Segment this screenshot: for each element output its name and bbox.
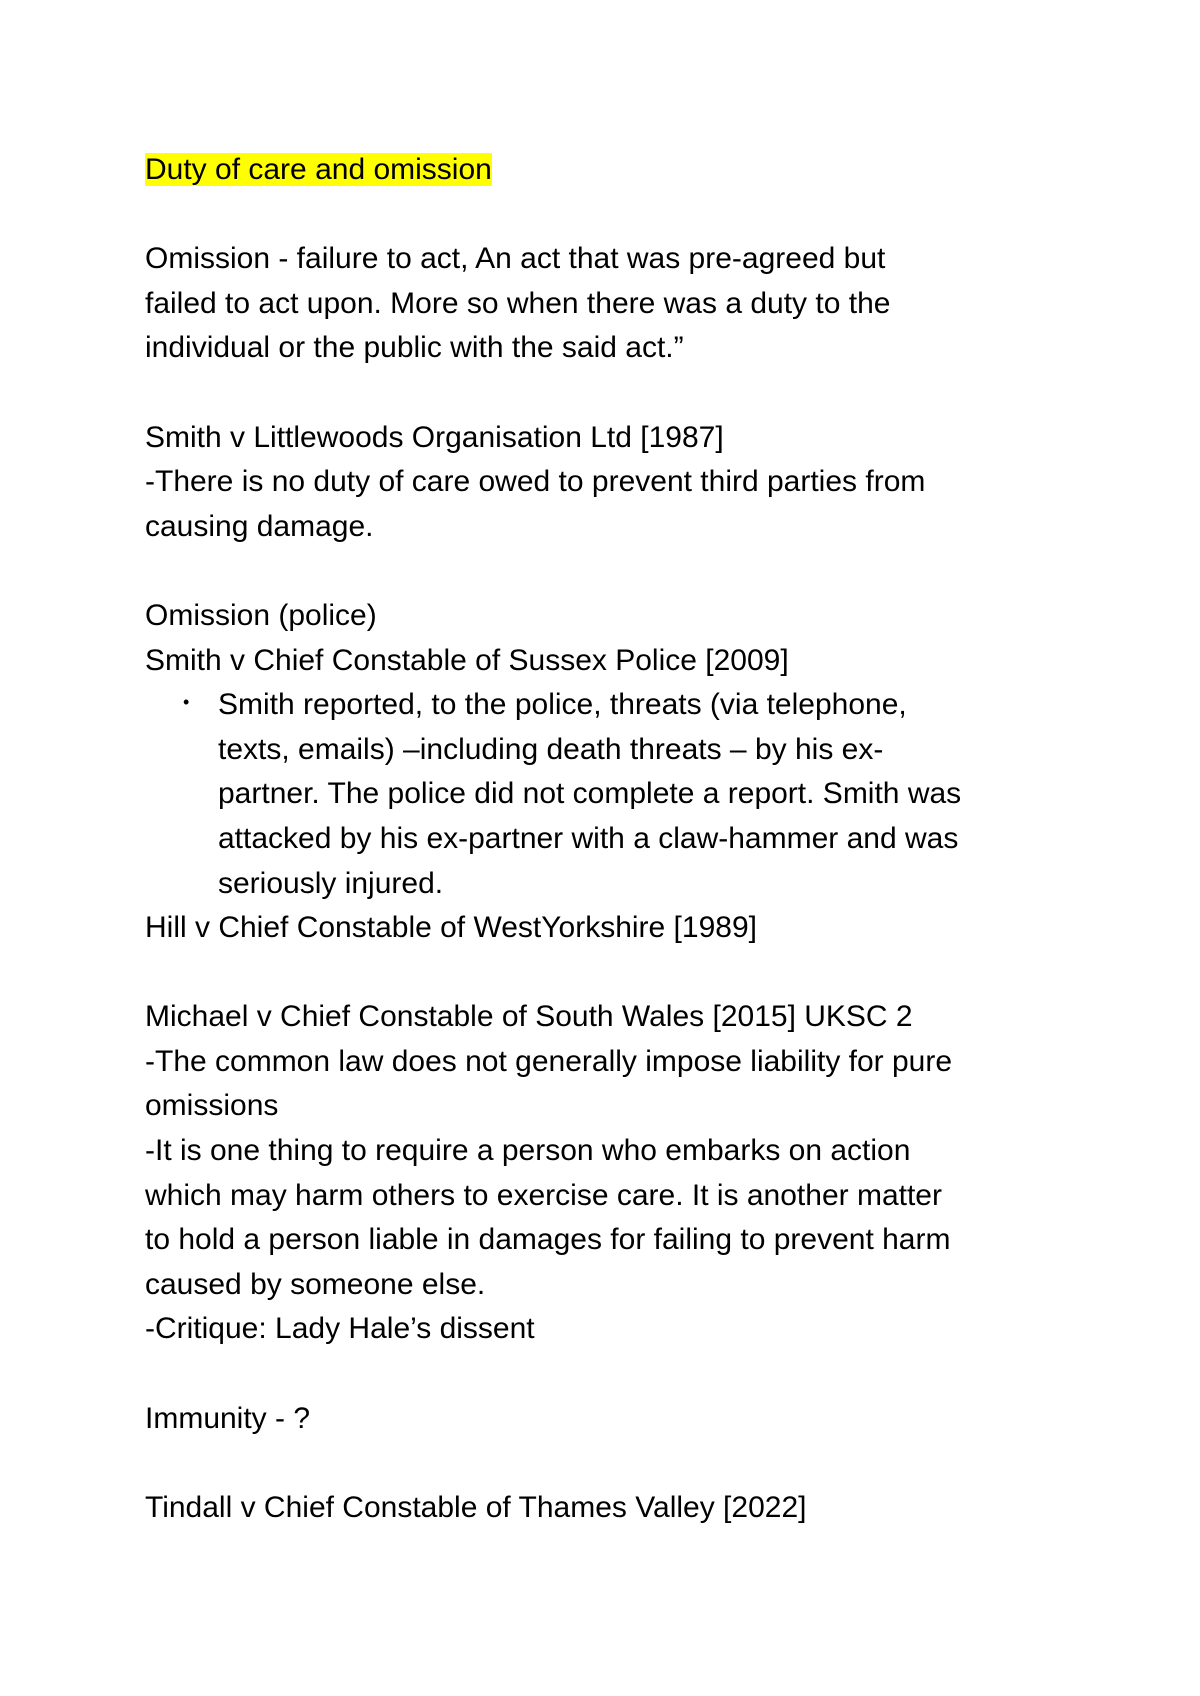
smith-littlewoods-section — [145, 416, 1085, 550]
omission-definition — [145, 237, 1085, 371]
document-body — [145, 148, 1085, 1530]
paragraph-line: individual or the public with the said act.” — [145, 331, 684, 365]
case-note: which may harm others to exercise care. It is another matter — [145, 1178, 942, 1212]
spacer — [145, 1441, 1085, 1486]
case-note: caused by someone else. — [145, 1267, 486, 1301]
case-note: to hold a person liable in damages for failing to prevent harm — [145, 1223, 951, 1257]
spacer — [145, 1352, 1085, 1397]
case-note: omissions — [145, 1089, 279, 1123]
document-heading: Duty of care and omission — [145, 153, 492, 186]
michael-section — [145, 995, 1085, 1352]
bullet-line: Smith reported, to the police, threats (via telephone, — [218, 688, 907, 722]
bullet-line: attacked by his ex-partner with a claw-hammer and was — [218, 821, 959, 855]
case-title: Smith v Littlewoods Organisation Ltd [1987] — [145, 420, 724, 454]
paragraph-line: Omission - failure to act, An act that was pre-agreed but — [145, 242, 886, 276]
case-note: -Critique: Lady Hale’s dissent — [145, 1312, 535, 1346]
spacer — [145, 549, 1085, 594]
case-note: causing damage. — [145, 509, 374, 543]
immunity-line: Immunity - ? — [145, 1401, 311, 1435]
bullet-line: texts, emails) –including death threats – by his ex- — [218, 732, 884, 766]
paragraph-line: failed to act upon. More so when there was a duty to the — [145, 286, 891, 320]
police-section — [145, 594, 1085, 951]
section-subheading: Omission (police) — [145, 598, 377, 632]
case-note: -It is one thing to require a person who embarks on action — [145, 1134, 911, 1168]
heading-line — [145, 148, 1085, 193]
case-title: Smith v Chief Constable of Sussex Police [2009] — [145, 643, 789, 677]
case-title: Tindall v Chief Constable of Thames Valley [2022] — [145, 1490, 807, 1524]
case-title: Michael v Chief Constable of South Wales [2015] UKSC 2 — [145, 1000, 913, 1034]
spacer — [145, 371, 1085, 416]
bullet-icon: • — [183, 692, 190, 713]
case-note: -There is no duty of care owed to prevent third parties from — [145, 465, 926, 499]
spacer — [145, 951, 1085, 996]
spacer — [145, 193, 1085, 238]
case-title: Hill v Chief Constable of WestYorkshire [1989] — [145, 911, 757, 945]
case-note: -The common law does not generally impose liability for pure — [145, 1044, 953, 1078]
bullet-line: seriously injured. — [218, 866, 444, 900]
bullet-item — [145, 683, 1085, 906]
bullet-line: partner. The police did not complete a report. Smith was — [218, 777, 962, 811]
